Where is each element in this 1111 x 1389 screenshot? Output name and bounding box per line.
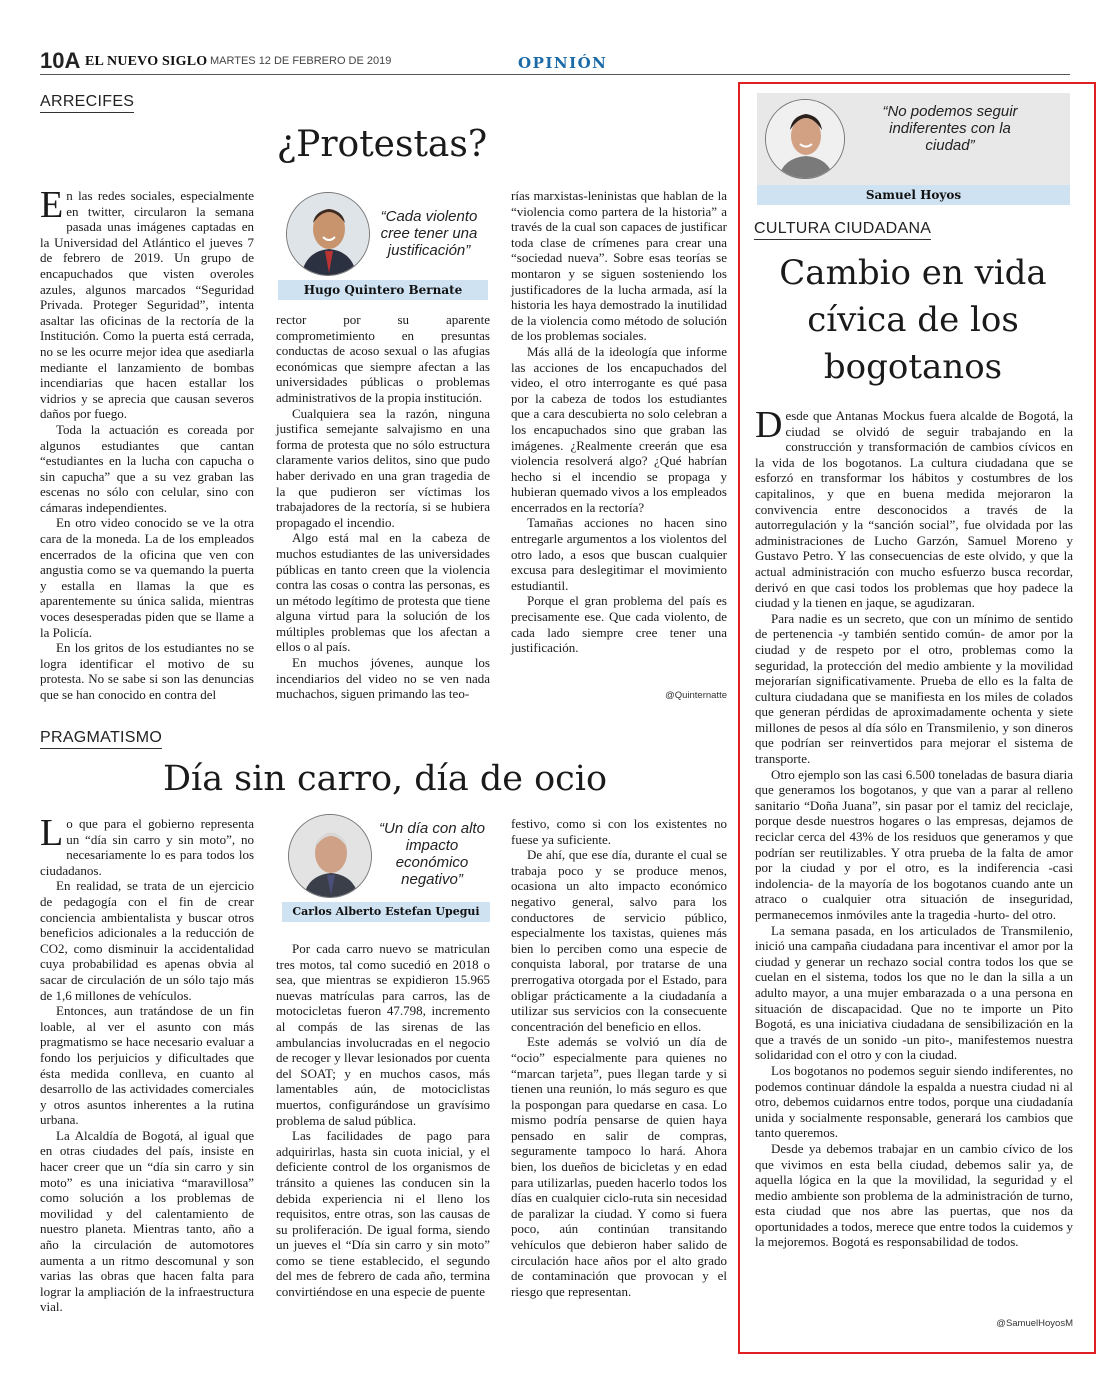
paragraph: Entonces, aun tratándose de un fin loable, al ver el asunto con más pragmatismo se hace necesario evaluar a fondo los perjuicios y dificultades que ésta medida conlleva, en cuanto al desarrollo de las actividades comerciales y otros asuntos inherentes a la rutina urbana. — [40, 1003, 254, 1128]
article2-col1 — [40, 812, 254, 1315]
article3-title-line: bogotanos — [823, 347, 1003, 387]
masthead-rule — [40, 74, 1070, 75]
author-portrait — [288, 814, 372, 898]
article3-signature: @SamuelHoyosM — [996, 1318, 1073, 1329]
paragraph: esde que Antanas Mockus fuera alcalde de Bogotá, la ciudad se olvidó de seguir trabajando en la construcción y transformación de cambios cívicos en la vida de los bogotanos. La cultura ciudadana que se esforzó en transformar los hábitos y costumbres de los capitalinos, y que en buena medida mejoraron la convivencia entre desconocidos a través de la autorregulación y la “sanción social”, fue olvidada por las administraciones de Lucho Garzón, Samuel Moreno y Gustavo Petro. Y las consecuencias de este olvido, y que la actual administración con mucho esfuerzo busca recordar, derivó en que casi todos los problemas que hoy padece la ciudad y la tienen en jaque, se agudizaran. — [755, 408, 1073, 611]
paragraph: Otro ejemplo son las casi 6.500 toneladas de basura diaria que generamos los bogotanos, y que van a parar al relleno sanitario “Doña Juana”, sin pasar por el tamiz del reciclaje, porque desde nuestros hogares o las empresas, dejamos de reciclar cerca del 43% de los residuos que generamos y que podrían ser reutilizables. Y otra prueba de la falta de amor por la ciudad y por el otro, es la indiferencia -casi indolencia- de la mayoría de los bogotanos cuando ante un atraco o cualquier otra situación de inseguridad, permanecemos inmóviles ante la tragedia -hurto- del otro. — [755, 766, 1073, 922]
paragraph: En muchos jóvenes, aunque los incendiarios del video no se ven nada muchachos, siguen primando las teo- — [276, 655, 490, 702]
article3-title-line: cívica de los — [807, 300, 1019, 340]
article1-col2 — [276, 312, 490, 702]
article2-author-box — [282, 810, 490, 922]
article1-kicker: ARRECIFES — [40, 93, 134, 113]
article1-dropcap: E — [40, 184, 64, 226]
paragraph: Porque el gran problema del país es precisamente ese. Que cada violento, de cada lado siempre cree tener una justificación. — [511, 593, 727, 656]
samuel-portrait-icon — [766, 100, 845, 179]
paragraph: Toda la actuación es coreada por algunos estudiantes que cantan “estudiantes en la lucha con capucha o sin capucha” que a su vez graban las escenas no sólo con celular, sino con cámaras independientes. — [40, 421, 254, 515]
article1-author: Hugo Quintero Bernate — [278, 280, 488, 300]
article2-title: Día sin carro, día de ocio — [162, 759, 608, 799]
article3-author: Samuel Hoyos — [757, 185, 1070, 205]
article1-title: ¿Protestas? — [276, 124, 488, 165]
page-number: 10A — [40, 48, 81, 73]
article1-col3 — [511, 188, 727, 656]
article2-kicker: PRAGMATISMO — [40, 729, 162, 749]
paragraph: Este además se volvió un día de “ocio” especialmente para quienes no “marcan tarjeta”, pues llegan tarde y si tienen una reunión, lo más seguro es que la pospongan para quedarse en casa. Lo mismo podría pensarse de quien haya pensado en salir de compras, seguramente tampoco lo hará. Ahora bien, los dueños de bicicletas y en edad para utilizarlas, pueden hacerlo todos los días en cualquier ciclo-ruta sin necesidad de paralizar la ciudad. Y como si fuera poco, aún continúan transitando vehículos que debieron haber salido de circulación hace años por el alto grado de contaminación que provocan y el riesgo que representan. — [511, 1034, 727, 1299]
paragraph: Para nadie es un secreto, que con un mínimo de sentido de pertenencia -y también sentido común- de amor por la ciudad y de respeto por el otro, problemas como la seguridad, la protección del medio ambiente y la movilidad mejorarían significativamente. Prueba de ello es la falta de cultura ciudadana que se manifiesta en los miles de colados que generan pérdidas de aproximadamente ochenta y siete millones de pesos al día sólo en Transmilenio, y son dineros que podrían ser reinvertidos para mejorar el sistema de transporte. — [755, 610, 1073, 767]
newspaper-name: EL NUEVO SIGLO — [85, 54, 208, 69]
article2-col3 — [511, 816, 727, 1299]
paragraph: En otro video conocido se ve la otra cara de la moneda. La de los empleados encerrados de la oficina que ven con angustia como se va quemando la puerta y estalla en llamas la que es aparentemente su única salida, mientras voces desesperadas piden que se llame a la Policía. — [40, 515, 254, 640]
paragraph: De ahí, que ese día, durante el cual se trabaja poco y se produce menos, ocasiona un alto impacto económico negativo general, salvo para los conductores de servicio público, especialmente los taxistas, quienes más bien lo perciben como una especie de conquista laboral, por tratarse de una prerrogativa otorgada por el Estado, para obligar prácticamente a la ciudadanía a utilizar sus servicios con la consecuente concentración del beneficio en ellos. — [511, 847, 727, 1034]
paragraph: En realidad, se trata de un ejercicio de pedagogía con el fin de crear conciencia ambientalista y buscar otros beneficios adicionales a la reducción de CO2, como disminuir la accidentalidad cuya probabilidad es apenas obvia al sacar de circulación de un sólo tajo más de 1,6 millones de vehículos. — [40, 878, 254, 1003]
issue-date: MARTES 12 DE FEBRERO DE 2019 — [210, 55, 392, 67]
paragraph: En los gritos de los estudiantes no se logra identificar el motivo de su protesta. No se sabe si son las denuncias que se han conocido en contra del — [40, 640, 254, 702]
article3-author-box — [757, 93, 1070, 205]
paragraph: Tamañas acciones no hacen sino entregarle argumentos a los violentos del otro lado, a esos que buscan cualquier excusa para deslegitimar el movimiento estudiantil. — [511, 515, 727, 593]
paragraph: La Alcaldía de Bogotá, al igual que en otras ciudades del país, insiste en hacer creer que un “día sin carro y sin moto” es una iniciativa “maravillosa” como solución a los problemas de movilidad y del calentamiento de nuestro planeta. Mientras tanto, año a año la circulación de automotores aumenta a un ritmo descomunal y son varias las obras que hacen falta para lograr la ampliación de la infraestructura vial. — [40, 1127, 254, 1315]
masthead — [40, 48, 1070, 74]
article3-title — [754, 250, 1072, 391]
article2-author: Carlos Alberto Estefan Upegui — [282, 902, 490, 922]
article2-kicker-wrap — [40, 727, 162, 749]
paragraph: Cualquiera sea la razón, ninguna justifica semejante salvajismo en una forma de protesta que no sólo estructura claramente varios delitos, sino que pudo haber derivado en una gran tragedia de la que pudieron ser víctimas los trabajadores de la rectoría, si se hubiera propagado el incendio. — [276, 405, 490, 530]
article3-body — [755, 404, 1073, 1250]
hugo-portrait-icon — [287, 193, 370, 276]
paragraph: rías marxistas-leninistas que hablan de la “violencia como partera de la historia” a través de la cual son capaces de justificar toda clase de crímenes para crear una “sociedad nueva”. Sobre esas teorías se montaron y se siguen sosteniendo los justificadores de la lucha armada, así la historia les haya demostrado la inutilidad de la violencia como método de solución de los problemas sociales. — [511, 188, 727, 344]
paragraph: o que para el gobierno representa un “día sin carro y sin moto”, no necesariamente lo es para todos los ciudadanos. — [40, 816, 254, 878]
article1-col1 — [40, 184, 254, 703]
paragraph: La semana pasada, en los articulados de Transmilenio, inició una campaña ciudadana para incentivar el amor por la ciudad y generar un rechazo social contra todos los que se cuelan en el sistema, todos los que no le dan la silla a un adulto mayor, a una mujer embarazada o a una persona en situación de discapacidad. Que no te importe un Pito Bogotá, es una iniciativa ciudadana de sensibilización en la que a través de un sonido -un pito-, manifestemos nuestra solidaridad con el otro y con la ciudad. — [755, 922, 1073, 1063]
paragraph: Por cada carro nuevo se matriculan tres motos, tal como sucedió en 2018 o sea, que mientras se expidieron 15.965 nuevas matrículas para carros, las de motocicletas fueron 47.798, incremento al compás de las sirenas de las ambulancias involucradas en el negocio de recoger y llevar lesionados por cuenta del SOAT; y en muchos casos, más lamentables aún, de motociclistas muertos, configurándose un gravísimo problema de salud pública. — [276, 941, 490, 1128]
article3-quote: “No podemos seguir indiferentes con la ciudad” — [882, 103, 1018, 154]
article1-author-box — [278, 188, 488, 300]
paragraph: Algo está mal en la cabeza de muchos estudiantes de las universidades públicas en tanto creen que la violencia contra las cosas o contra las personas, es un método legítimo de protesta que tiene alguna virtud para la solución de los múltiples problemas que los afectan a ellos o al país. — [276, 530, 490, 655]
article3-kicker-wrap — [754, 218, 931, 240]
author-portrait — [765, 99, 845, 179]
article1-kicker-wrap — [40, 91, 134, 113]
paragraph: rector por su aparente comprometimiento en presuntas conductas de acoso sexual o las afugias económicas que siempre afectan a las universidades públicas o problemas administrativos de la propia institución. — [276, 312, 490, 405]
paragraph: Los bogotanos no podemos seguir siendo indiferentes, no podemos continuar dándole la espalda a nuestra ciudad ni al otro, debemos cuidarnos entre todos, porque una ciudadanía unida y socialmente responsable, generará los cambios que tanto queremos. — [755, 1062, 1073, 1141]
article3-title-line: Cambio en vida — [779, 253, 1047, 293]
article2-quote: “Un día con alto impacto económico negativo” — [379, 820, 485, 888]
paragraph: Más allá de la ideología que informe las acciones de los encapuchados del video, el otro interrogante es qué pasa por la cabeza de todos los estudiantes que a cara descubierta no solo celebran a los encapuchados sino que graban las imágenes. ¿Realmente creerán que esa violencia resolverá algo? ¿Qué habrían hecho si el incendio se propaga y hubieran quemado vivos a los empleados encerrados en la rectoría? — [511, 343, 727, 515]
section-name: OPINIÓN — [518, 54, 608, 72]
article1-signature: @Quinternatte — [665, 690, 727, 701]
paragraph: n las redes sociales, especialmente en twitter, circularon la semana pasada unas imágenes captadas en la Universidad del Atlántico el jueves 7 de febrero de 2019. Un grupo de encapuchados que visten overoles azules, algunos marcados “Seguridad Privada. Proteger Seguridad”, intenta asaltar las oficinas de la rectoría de la Institución. Como la puerta está cerrada, no se les ocurre mejor idea que asediarla mediante el lanzamiento de bombas incendiarias que hacen estallar los vidrios y se aprecia que causan severos daños por fuego. — [40, 188, 254, 422]
paragraph: Las facilidades de pago para adquirirlas, hasta sin cuota inicial, y el deficiente control de los organismos de tránsito a quienes las conducen sin la debida experiencia ni el lleno los requisitos, entre otras, son las causas de su proliferación. De igual forma, siendo un jueves el “Día sin carro y sin moto” como se tiene establecido, el segundo del mes de febrero de cada año, termina convirtiéndose en una especie de puente — [276, 1128, 490, 1300]
article2-col2 — [276, 941, 490, 1300]
paragraph: Desde ya debemos trabajar en un cambio cívico de los que vivimos en esta bella ciudad, debemos salir ya, de aquella lógica en la que la movilidad, la seguridad y el medio ambiente son problema de la administración de turno, esta ciudad que nos abre las puertas, que nos da oportunidades a todos, merece que entre todos la cuidemos y la mejoremos. Bogotá es responsabilidad de todos. — [755, 1140, 1073, 1250]
article3-kicker: CULTURA CIUDADANA — [754, 220, 931, 240]
article2-dropcap: L — [40, 812, 64, 854]
carlos-portrait-icon — [289, 815, 372, 898]
article3-dropcap: D — [755, 404, 783, 446]
paragraph: festivo, como si con los existentes no fuese ya suficiente. — [511, 816, 727, 847]
article1-quote: “Cada violento cree tener una justificación” — [380, 208, 478, 259]
author-portrait — [286, 192, 370, 276]
